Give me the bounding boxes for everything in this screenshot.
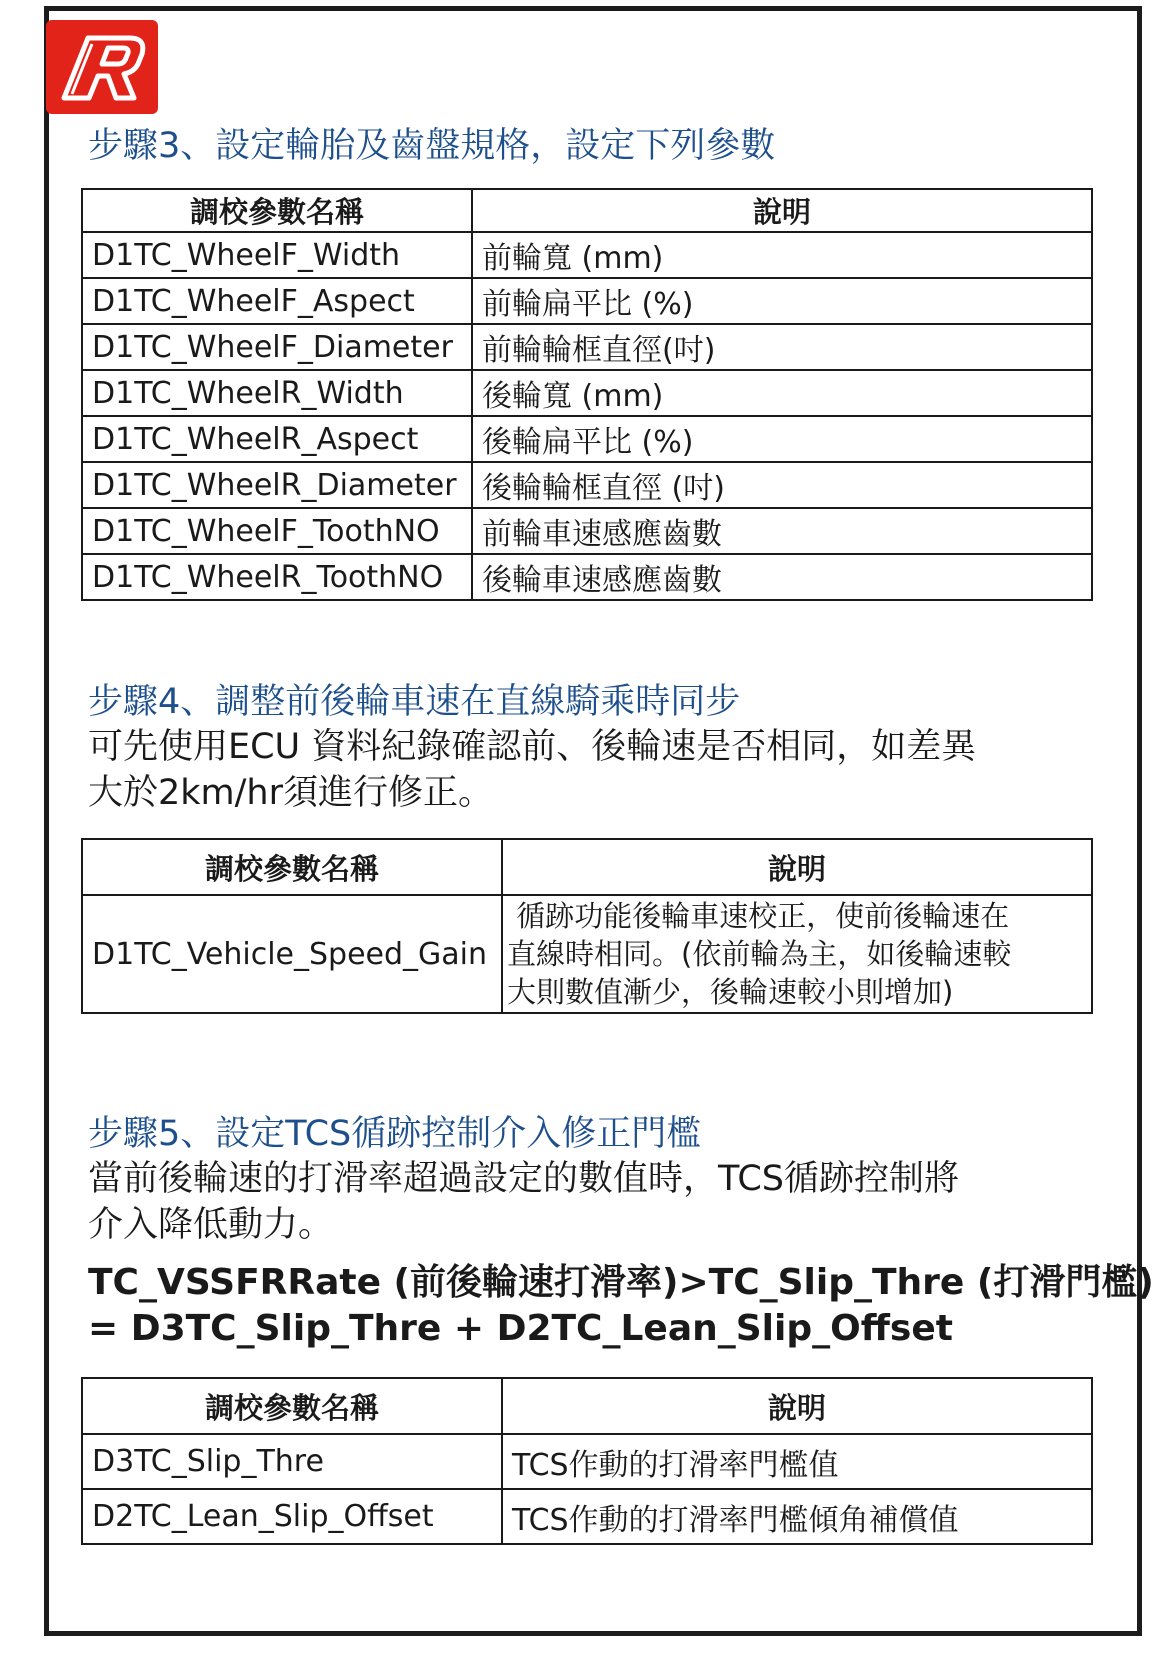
param-name: D1TC_WheelF_Diameter (82, 324, 472, 370)
step3-param-table (81, 188, 1093, 601)
column-header-name: 調校參數名稱 (82, 1378, 502, 1434)
param-name: D3TC_Slip_Thre (82, 1434, 502, 1489)
param-name: D1TC_WheelR_Diameter (82, 462, 472, 508)
step4-paragraph-line2: 大於2km/hr須進行修正。 (88, 773, 493, 813)
step5-paragraph-line2: 介入降低動力。 (88, 1205, 334, 1245)
step3-heading: 步驟3、設定輪胎及齒盤規格，設定下列參數 (88, 126, 776, 166)
param-desc: TCS作動的打滑率門檻值 (502, 1434, 1092, 1489)
step5-paragraph-line1: 當前後輪速的打滑率超過設定的數值時，TCS循跡控制將 (88, 1159, 959, 1199)
table-row (82, 416, 1092, 462)
param-name: D1TC_Vehicle_Speed_Gain (82, 895, 502, 1013)
table-row (82, 278, 1092, 324)
param-desc: 前輪寬 (mm) (472, 232, 1092, 278)
step5-paragraph (88, 1156, 1088, 1248)
table-row (82, 232, 1092, 278)
table-header-row (82, 1378, 1092, 1434)
slip-threshold-formula (88, 1260, 1154, 1352)
param-desc: 後輪扁平比 (%) (472, 416, 1092, 462)
formula-line1: TC_VSSFRRate (前後輪速打滑率)>TC_Slip_Thre (打滑門檻) (88, 1262, 1154, 1303)
table-row (82, 895, 1092, 1013)
param-desc: 後輪寬 (mm) (472, 370, 1092, 416)
step4-heading: 步驟4、調整前後輪車速在直線騎乘時同步 (88, 682, 741, 722)
column-header-desc: 說明 (502, 1378, 1092, 1434)
param-name: D1TC_WheelR_Width (82, 370, 472, 416)
param-desc: 後輪輪框直徑 (吋) (472, 462, 1092, 508)
column-header-name: 調校參數名稱 (82, 839, 502, 895)
param-name: D1TC_WheelF_Aspect (82, 278, 472, 324)
table-header-row (82, 189, 1092, 232)
table-row (82, 324, 1092, 370)
table-row (82, 370, 1092, 416)
param-name: D2TC_Lean_Slip_Offset (82, 1489, 502, 1544)
table-row (82, 508, 1092, 554)
step5-heading: 步驟5、設定TCS循跡控制介入修正門檻 (88, 1114, 702, 1154)
param-desc: 前輪車速感應齒數 (472, 508, 1092, 554)
param-desc-line3: 大則數值漸少，後輪速較小則增加) (507, 975, 954, 1009)
param-desc-line1: 循跡功能後輪車速校正，使前後輪速在 (507, 899, 1010, 933)
param-desc: 前輪輪框直徑(吋) (472, 324, 1092, 370)
column-header-name: 調校參數名稱 (82, 189, 472, 232)
table-row (82, 554, 1092, 600)
param-desc: 後輪車速感應齒數 (472, 554, 1092, 600)
param-name: D1TC_WheelR_ToothNO (82, 554, 472, 600)
table-row (82, 1489, 1092, 1544)
column-header-desc: 說明 (472, 189, 1092, 232)
param-desc: TCS作動的打滑率門檻傾角補償值 (502, 1489, 1092, 1544)
step4-paragraph-line1: 可先使用ECU 資料紀錄確認前、後輪速是否相同，如差異 (88, 727, 977, 767)
step5-param-table (81, 1377, 1093, 1545)
param-desc: 前輪扁平比 (%) (472, 278, 1092, 324)
param-name: D1TC_WheelR_Aspect (82, 416, 472, 462)
param-name: D1TC_WheelF_Width (82, 232, 472, 278)
table-header-row (82, 839, 1092, 895)
column-header-desc: 說明 (502, 839, 1092, 895)
r-logo-icon (46, 20, 158, 114)
step4-param-table (81, 838, 1093, 1014)
table-row (82, 1434, 1092, 1489)
brand-logo (46, 20, 158, 114)
table-row (82, 462, 1092, 508)
formula-line2: = D3TC_Slip_Thre + D2TC_Lean_Slip_Offset (88, 1308, 953, 1349)
step4-paragraph (88, 724, 1088, 816)
param-desc (502, 895, 1092, 1013)
param-name: D1TC_WheelF_ToothNO (82, 508, 472, 554)
param-desc-line2: 直線時相同。(依前輪為主，如後輪速較 (507, 937, 1012, 971)
